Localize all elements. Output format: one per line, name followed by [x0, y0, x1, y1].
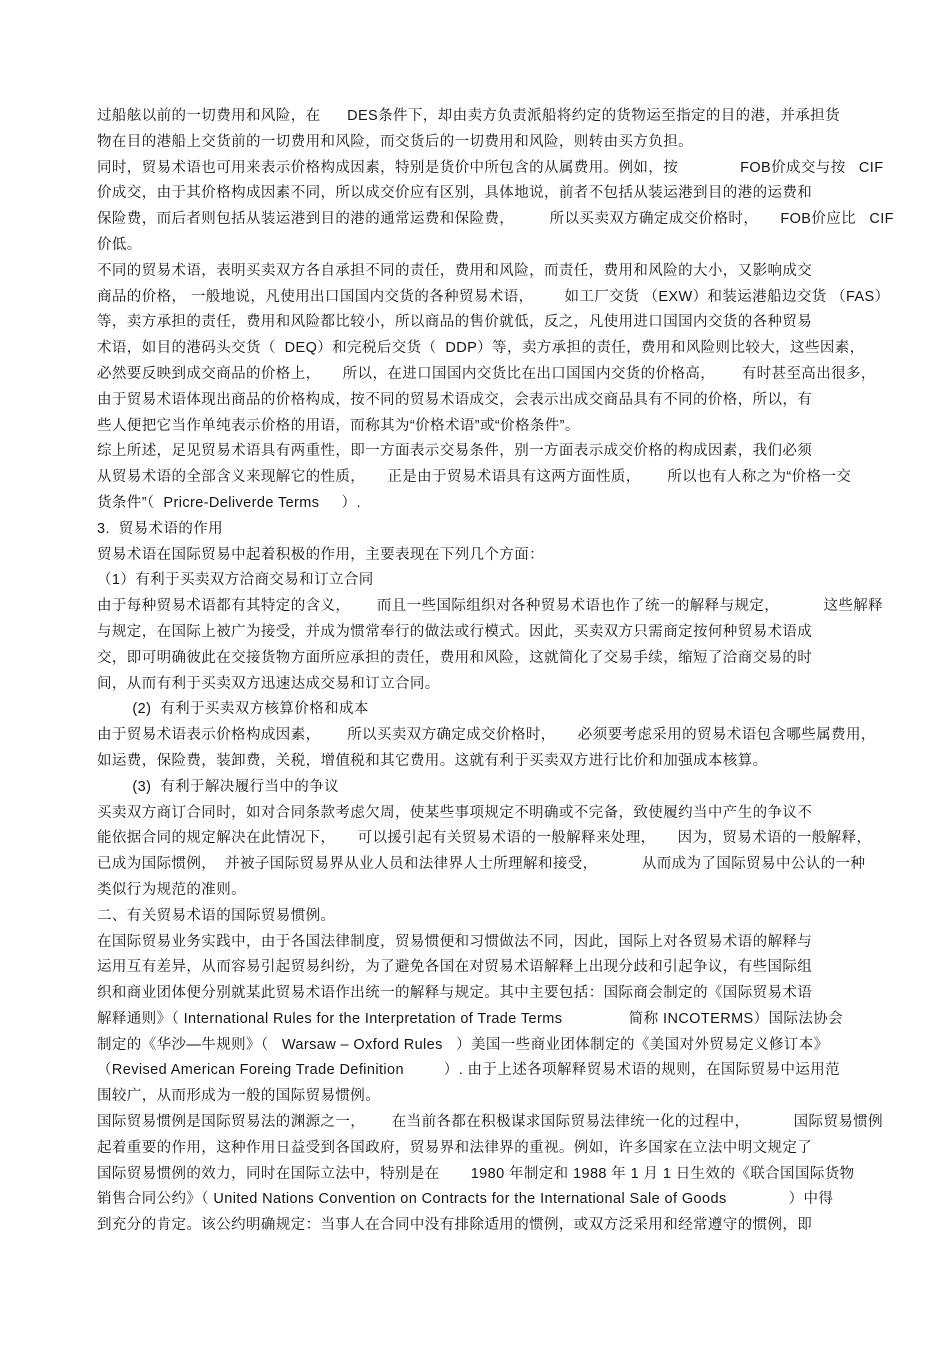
text-line: 商品的价格， 一般地说，凡使用出口国国内交货的各种贸易术语， 如工厂交货 （EXW）和装运港船边交货 （FAS） — [97, 288, 890, 305]
text-line: 如运费，保险费，装卸费，关税，增值税和其它费用。这就有利于买卖双方进行比价和加强成本核算。 — [97, 752, 768, 769]
text-line: 织和商业团体便分别就某此贸易术语作出统一的解释与规定。其中主要包括：国际商会制定的《国际贸易术语 — [97, 985, 813, 1002]
text-line: 等，卖方承担的责任，费用和风险都比较小，所以商品的售价就低，反之，凡使用进口国国内交货的各种贸易 — [97, 314, 813, 331]
text-line: 买卖双方商订合同时，如对合同条款考虑欠周，使某些事项规定不明确或不完备，致使履约当中产生的争议不 — [97, 804, 813, 821]
text-line: 物在目的港船上交货前的一切费用和风险，而交货后的一切费用和风险，则转由买方负担。 — [97, 133, 693, 150]
text-line: （1）有利于买卖双方洽商交易和订立合同 — [97, 572, 374, 589]
text-line: 国际贸易惯例的效力，同时在国际立法中，特别是在 1980 年制定和 1988 年 1 月 1 日生效的《联合国国际货物 — [97, 1165, 855, 1182]
text-line: 类似行为规范的准则。 — [97, 881, 246, 898]
text-line: 二、有关贸易术语的国际贸易惯例。 — [97, 907, 336, 924]
text-line: 由于贸易术语表示价格构成因素， 所以买卖双方确定成交价格时， 必须要考虑采用的贸易术语包含哪些属费用， — [97, 727, 876, 744]
text-line: 价低。 — [97, 236, 142, 253]
text-line: 从贸易术语的全部含义来现解它的性质， 正是由于贸易术语具有这两方面性质， 所以也有人称之为“价格一交 — [97, 469, 852, 486]
text-line: 不同的贸易术语，表明买卖双方各自承担不同的责任，费用和风险，而责任，费用和风险的大小，又影响成交 — [97, 262, 813, 279]
text-line: 销售合同公约》（ United Nations Convention on Contracts for the International Sale of Goods ）中得 — [97, 1191, 834, 1208]
document-text — [97, 104, 927, 1239]
text-line: 贸易术语在国际贸易中起着积极的作用，主要表现在下列几个方面： — [97, 546, 544, 563]
text-line: 到充分的肯定。该公约明确规定：当事人在合同中没有排除适用的惯例，或双方泛采用和经常遵守的惯例，即 — [97, 1217, 813, 1234]
text-line: 间，从而有利于买卖双方迅速达成交易和订立合同。 — [97, 675, 440, 692]
text-line: 过船舷以前的一切费用和风险，在 DES条件下，却由卖方负责派船将约定的货物运至指定的目的港，并承担货 — [97, 108, 840, 124]
text-line: 货条件”（ Pricre-Deliverde Terms ）. — [97, 494, 361, 511]
text-line: 起着重要的作用，这种作用日益受到各国政府，贸易界和法律界的重视。例如，许多国家在立法中明文规定了 — [97, 1139, 813, 1156]
text-line: 价成交，由于其价格构成因素不同，所以成交价应有区别，具体地说，前者不包括从装运港到目的港的运费和 — [97, 185, 813, 202]
text-line: 制定的《华沙—牛规则》（ Warsaw – Oxford Rules ）美国一些商业团体制定的《美国对外贸易定义修订本》 — [97, 1036, 829, 1053]
text-line: 3. 贸易术语的作用 — [97, 520, 224, 537]
text-line: 已成为国际惯例， 并被子国际贸易界从业人员和法律界人士所理解和接受， 从而成为了国际贸易中公认的一种 — [97, 856, 866, 873]
text-line: 能依据合同的规定解决在此情况下， 可以援引起有关贸易术语的一般解释来处理， 因为，贸易术语的一般解释， — [97, 830, 872, 847]
text-line: 运用互有差异，从而容易引起贸易纠纷，为了避免各国在对贸易术语解释上出现分歧和引起争议，有些国际组 — [97, 959, 813, 976]
text-line: 解释通则》（ International Rules for the Interpretation of Trade Terms 简称 INCOTERMS）国际法协会 — [97, 1010, 844, 1027]
text-line: 由于贸易术语体现出商品的价格构成，按不同的贸易术语成交，会表示出成交商品具有不同的价格，所以，有 — [97, 391, 813, 408]
text-line: 综上所述，足见贸易术语具有两重性，即一方面表示交易条件，别一方面表示成交价格的构成因素，我们必须 — [97, 443, 813, 460]
text-line: (2) 有利于买卖双方核算价格和成本 — [97, 701, 369, 718]
text-line: 必然要反映到成交商品的价格上， 所以，在进口国国内交货比在出口国国内交货的价格高， 有时甚至高出很多， — [97, 365, 876, 382]
text-line: (3) 有利于解决履行当中的争议 — [97, 778, 340, 795]
text-line: 由于每种贸易术语都有其特定的含义， 而且一些国际组织对各种贸易术语也作了统一的解释与规定， 这些解释 — [97, 598, 884, 615]
text-line: （Revised American Foreing Trade Definition ）. 由于上述各项解释贸易术语的规则，在国际贸易中运用范 — [97, 1062, 841, 1079]
text-line: 国际贸易惯例是国际贸易法的渊源之一， 在当前各都在积极谋求国际贸易法律统一化的过程中， 国际贸易惯例 — [97, 1114, 884, 1131]
text-line: 些人便把它当作单纯表示价格的用语，而称其为“价格术语”或“价格条件”。 — [97, 417, 580, 434]
text-line: 保险费，而后者则包括从装运港到目的港的通常运费和保险费， 所以买卖双方确定成交价格时， FOB价应比 CIF — [97, 211, 894, 228]
text-line: 术语，如目的港码头交货（ DEQ）和完税后交货（ DDP）等，卖方承担的责任，费用和风险则比较大，这些因素， — [97, 340, 865, 357]
text-line: 围较广，从而形成为一般的国际贸易惯例。 — [97, 1088, 381, 1105]
text-line: 与规定，在国际上被广为接受，并成为惯常奉行的做法或行模式。因此，买卖双方只需商定按何种贸易术语成 — [97, 623, 813, 640]
text-line: 交，即可明确彼此在交接货物方面所应承担的责任，费用和风险，这就简化了交易手续，缩短了洽商交易的时 — [97, 649, 813, 666]
text-line: 同时，贸易术语也可用来表示价格构成因素，特别是货价中所包含的从属费用。例如，按 FOB价成交与按 CIF — [97, 159, 884, 176]
text-line: 在国际贸易业务实践中，由于各国法律制度，贸易惯便和习惯做法不同，因此，国际上对各贸易术语的解释与 — [97, 933, 813, 950]
